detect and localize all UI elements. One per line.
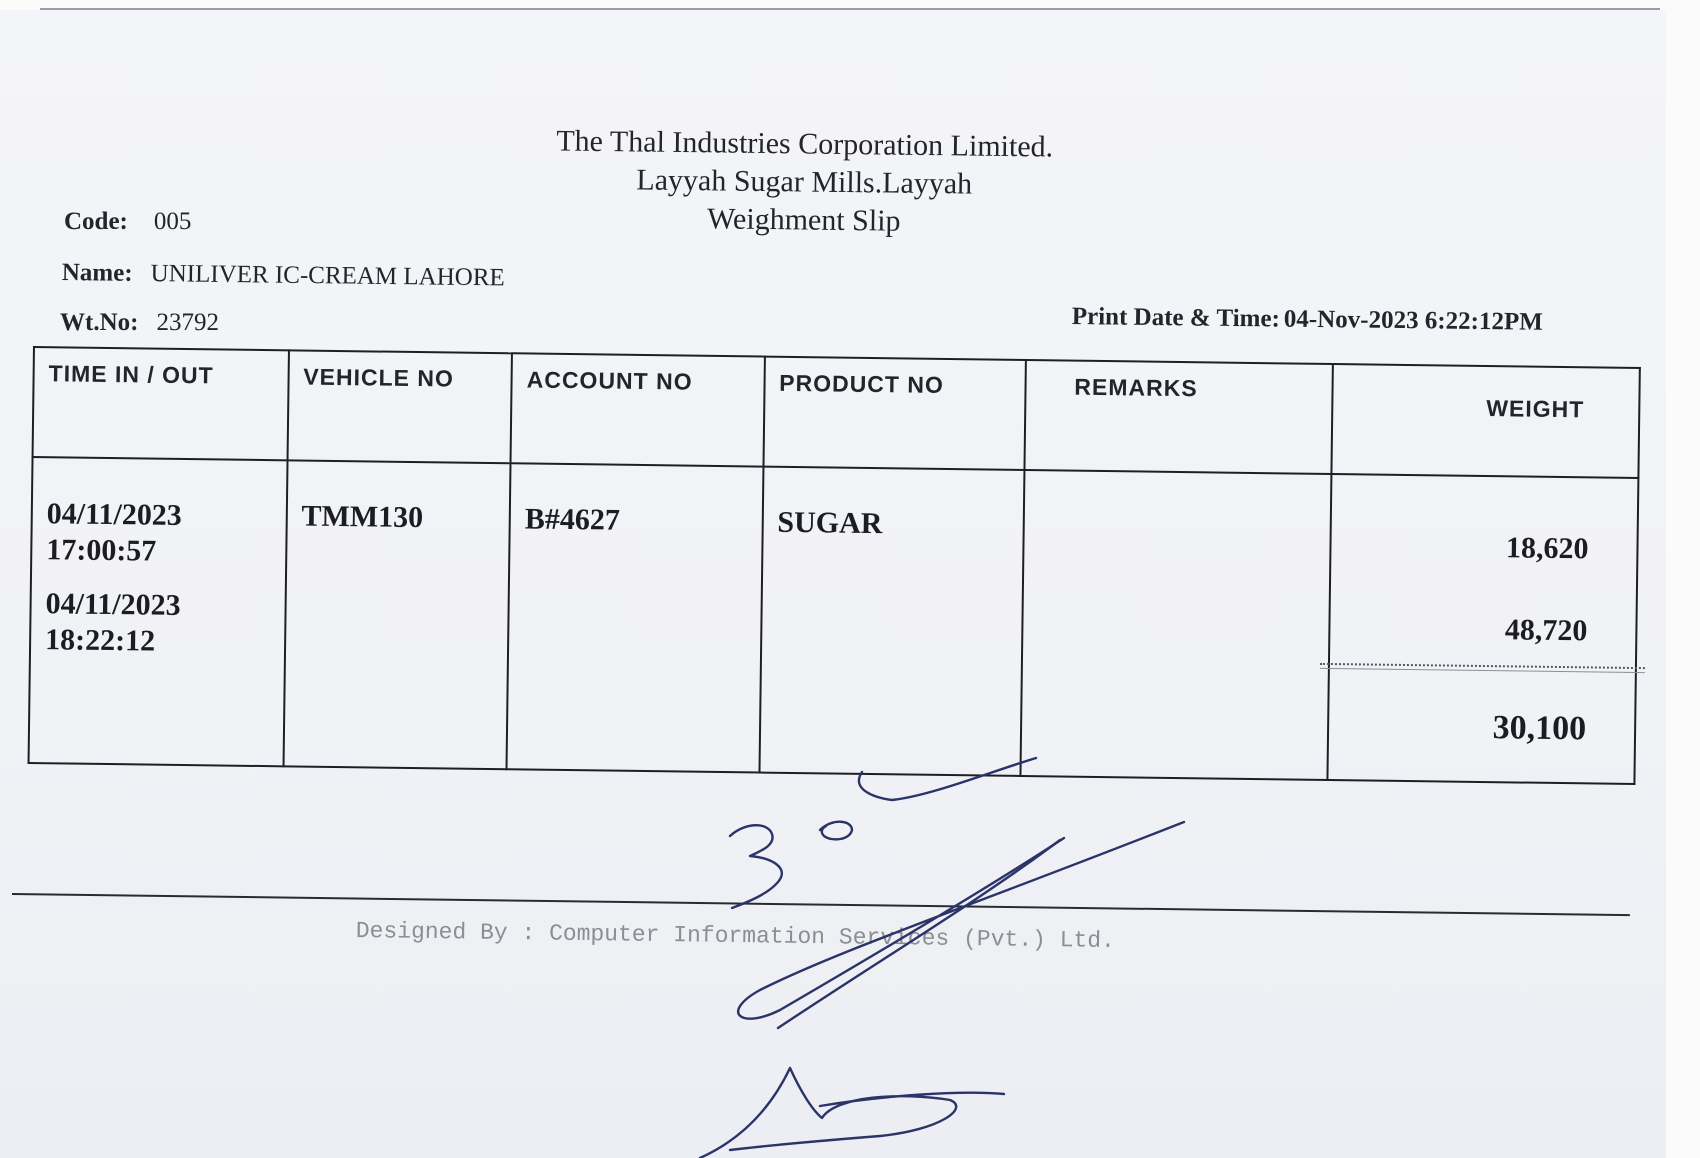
header-vehicle-no: VEHICLE NO xyxy=(287,350,512,463)
cell-weight xyxy=(1328,474,1639,784)
name-field xyxy=(62,259,505,292)
document-title: Weighment Slip xyxy=(706,202,901,238)
handwritten-circle-mark xyxy=(820,822,852,840)
name-value: UNILIVER IC-CREAM LAHORE xyxy=(150,260,505,292)
time-in xyxy=(46,496,276,571)
print-date-field xyxy=(1072,303,1543,337)
time-in-date: 04/11/2023 xyxy=(46,497,183,532)
header-product-no: PRODUCT NO xyxy=(763,357,1026,470)
time-out-date: 04/11/2023 xyxy=(45,587,181,622)
header-account-no: ACCOUNT NO xyxy=(511,353,765,466)
print-date-label: Print Date & Time: xyxy=(1071,303,1281,333)
table-header-row xyxy=(33,347,1640,478)
code-label: Code: xyxy=(64,208,128,235)
weight-stack xyxy=(1329,475,1638,783)
cell-remarks xyxy=(1020,470,1332,780)
wt-no-value: 23792 xyxy=(156,309,219,336)
table-row xyxy=(29,457,1639,784)
cell-time-in-out xyxy=(29,457,288,766)
time-in-time: 17:00:57 xyxy=(46,533,157,568)
header-time-in-out: TIME IN / OUT xyxy=(33,347,289,460)
time-out-time: 18:22:12 xyxy=(44,623,156,658)
company-name: The Thal Industries Corporation Limited. xyxy=(556,124,1054,164)
time-out xyxy=(45,586,275,661)
weight-first: 18,620 xyxy=(1505,531,1589,566)
designed-by-text: Designed By : Computer Information Services (Pvt.) Ltd. xyxy=(355,918,1116,954)
header-weight: WEIGHT xyxy=(1332,364,1640,478)
wt-no-label: Wt.No: xyxy=(60,309,139,336)
cell-account-no: B#4627 xyxy=(507,463,764,772)
weighment-table xyxy=(28,346,1641,785)
wt-no-field xyxy=(60,309,219,337)
initials-signature xyxy=(700,1068,1004,1158)
mill-name: Layyah Sugar Mills.Layyah xyxy=(636,163,973,201)
cell-vehicle-no: TMM130 xyxy=(283,460,510,769)
weight-total-rule-underline xyxy=(1320,668,1645,673)
cell-product-no: SUGAR xyxy=(759,467,1024,776)
slip-header xyxy=(519,122,1090,243)
print-date-value: 04-Nov-2023 6:22:12PM xyxy=(1283,305,1544,336)
top-fold-line xyxy=(40,8,1660,10)
name-label: Name: xyxy=(61,259,133,287)
header-remarks: REMARKS xyxy=(1024,360,1333,474)
footer-rule xyxy=(12,893,1630,916)
weight-second: 48,720 xyxy=(1504,613,1588,648)
page-right-edge xyxy=(1666,0,1700,1158)
weight-net: 30,100 xyxy=(1492,709,1587,748)
code-value: 005 xyxy=(153,208,192,235)
code-field xyxy=(64,208,191,236)
signature-stroke-upper xyxy=(738,822,1184,1019)
handwritten-number-mark xyxy=(730,825,782,908)
